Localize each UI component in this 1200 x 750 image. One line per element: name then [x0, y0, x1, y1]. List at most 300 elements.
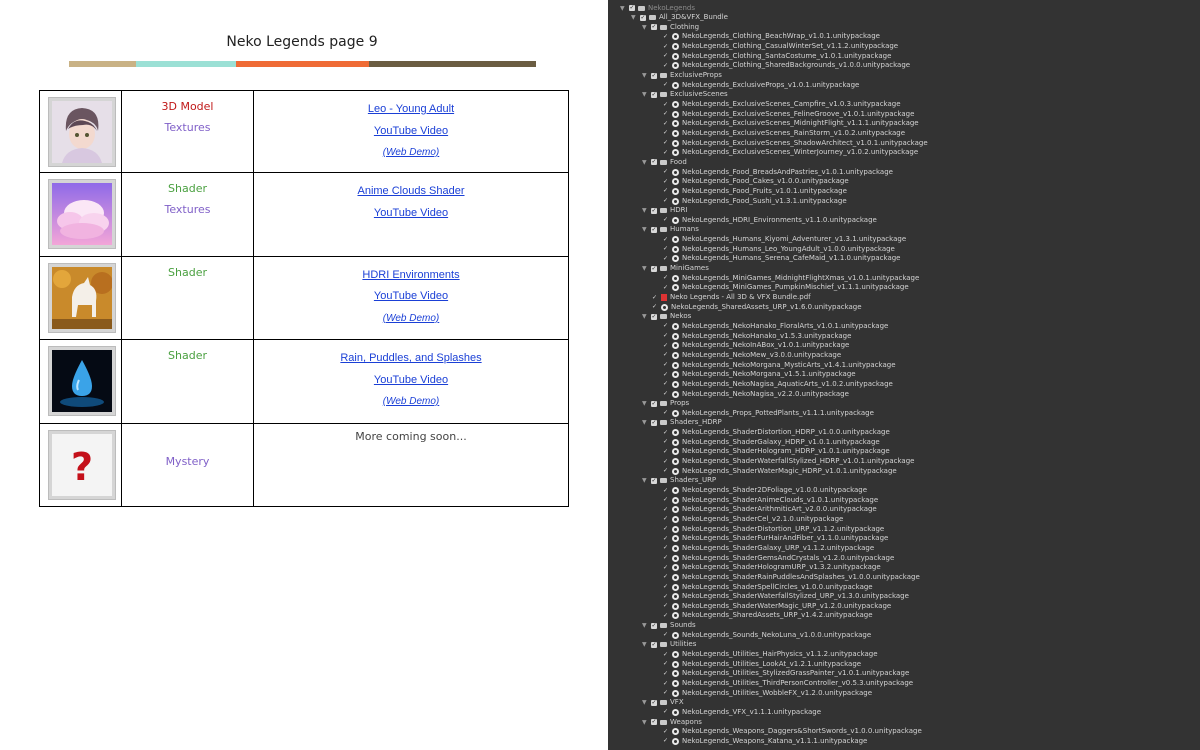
tree-folder-row[interactable] — [642, 225, 699, 234]
tree-file-row[interactable] — [662, 361, 896, 370]
checkbox-icon[interactable]: ✓ — [640, 13, 646, 21]
product-thumbnail[interactable] — [49, 431, 115, 499]
expand-arrow-icon[interactable]: ▼ — [642, 158, 647, 166]
checkbox-icon[interactable]: ✓ — [662, 197, 669, 204]
tree-item-label: NekoLegends_ExclusiveScenes_FelineGroove_v1.0.1.unitypackage — [682, 109, 915, 118]
checkbox-icon[interactable]: ✓ — [662, 650, 669, 658]
tree-item-label: NekoLegends_Utilities_StylizedGrassPainter_v1.0.1.unitypackage — [682, 669, 910, 678]
unity-package-icon — [672, 33, 679, 40]
folder-icon — [660, 25, 667, 30]
checkbox-icon[interactable]: ✓ — [662, 534, 669, 542]
tree-folder-row[interactable] — [642, 23, 699, 32]
checkbox-icon[interactable]: ✓ — [651, 698, 657, 706]
checkbox-icon[interactable]: ✓ — [662, 660, 669, 668]
tree-file-row[interactable] — [662, 216, 877, 225]
category-cell — [122, 91, 254, 173]
tree-folder-row[interactable] — [642, 312, 691, 321]
checkbox-icon[interactable]: ✓ — [651, 418, 657, 426]
package-tree-panel — [608, 0, 1200, 750]
tree-item-label: NekoLegends_MiniGames_MidnightFlightXmas_v1.0.1.unitypackage — [682, 273, 920, 282]
tree-file-row[interactable] — [662, 563, 881, 572]
unity-package-icon — [672, 371, 679, 378]
expand-arrow-icon[interactable]: ▼ — [642, 699, 647, 707]
unity-package-icon — [672, 497, 679, 504]
tree-file-row[interactable] — [662, 254, 901, 263]
tree-file-row[interactable] — [662, 52, 891, 61]
product-thumbnail[interactable] — [49, 98, 115, 166]
tree-file-row[interactable] — [662, 631, 871, 640]
checkbox-icon[interactable]: ✓ — [662, 457, 669, 465]
tree-item-label: NekoLegends_NekoHanako_FloralArts_v1.0.1.unitypackage — [682, 321, 889, 330]
tree-folder-row[interactable] — [642, 206, 688, 215]
checkbox-icon[interactable]: ✓ — [662, 42, 669, 50]
tree-item-label: NekoLegends_ShaderHologram_HDRP_v1.0.1.unitypackage — [682, 447, 890, 456]
unity-package-icon — [672, 632, 679, 639]
expand-arrow-icon[interactable]: ▼ — [642, 23, 647, 31]
checkbox-icon[interactable]: ✓ — [662, 592, 669, 600]
tree-folder-row[interactable] — [642, 158, 687, 167]
web-demo-link[interactable]: (Web Demo) — [382, 396, 440, 408]
tree-file-row[interactable] — [662, 650, 878, 659]
product-thumbnail[interactable] — [49, 264, 115, 332]
checkbox-icon[interactable]: ✓ — [651, 206, 657, 214]
checkbox-icon[interactable]: ✓ — [662, 32, 669, 40]
unity-package-icon — [672, 198, 679, 205]
tree-file-row[interactable] — [662, 669, 909, 678]
checkbox-icon[interactable]: ✓ — [662, 139, 669, 147]
unity-package-icon — [672, 169, 679, 176]
checkbox-icon[interactable]: ✓ — [662, 110, 669, 118]
tree-file-row[interactable] — [662, 573, 920, 582]
checkbox-icon[interactable]: ✓ — [651, 640, 657, 648]
folder-icon — [660, 401, 667, 406]
unity-package-icon — [672, 439, 679, 446]
expand-arrow-icon[interactable]: ▼ — [642, 641, 647, 649]
tree-file-row[interactable] — [662, 438, 880, 447]
checkbox-icon[interactable]: ✓ — [662, 52, 669, 60]
tree-file-row[interactable] — [662, 505, 877, 514]
checkbox-icon[interactable]: ✓ — [662, 447, 669, 455]
checkbox-icon[interactable]: ✓ — [662, 168, 669, 176]
tree-file-row[interactable] — [662, 380, 893, 389]
unity-package-icon — [672, 362, 679, 369]
horse-icon — [52, 267, 112, 329]
tree-folder-row[interactable] — [642, 264, 709, 273]
expand-arrow-icon[interactable]: ▼ — [642, 622, 647, 630]
checkbox-icon[interactable]: ✓ — [662, 428, 669, 436]
tree-file-row[interactable] — [662, 689, 872, 698]
checkbox-icon[interactable]: ✓ — [662, 563, 669, 571]
tree-folder-row[interactable] — [642, 476, 716, 485]
tree-folder-row[interactable] — [620, 4, 695, 13]
thumbnail-cell — [40, 91, 122, 173]
unity-package-icon — [672, 101, 679, 108]
unity-package-icon — [672, 82, 679, 89]
tree-item-label: NekoLegends_Sounds_NekoLuna_v1.0.0.unitypackage — [682, 630, 872, 639]
thumbnail-cell — [40, 423, 122, 506]
checkbox-icon[interactable]: ✓ — [651, 621, 657, 629]
tree-item-label: NekoLegends_ShaderGalaxy_URP_v1.1.2.unitypackage — [682, 543, 875, 552]
tree-file-row[interactable] — [662, 100, 901, 109]
thumbnail-cell — [40, 173, 122, 256]
tree-item-label: NekoLegends_Utilities_WobbleFX_v1.2.0.unitypackage — [682, 688, 873, 697]
unity-package-icon — [672, 410, 679, 417]
tree-item-label: NekoLegends_Clothing_SantaCostume_v1.0.1.unitypackage — [682, 51, 892, 60]
tree-folder-row[interactable] — [642, 718, 702, 727]
checkbox-icon[interactable]: ✓ — [651, 71, 657, 79]
unity-package-icon — [672, 612, 679, 619]
unity-package-icon — [672, 275, 679, 282]
tree-file-row[interactable] — [662, 496, 878, 505]
tree-file-row[interactable] — [662, 737, 867, 746]
checkbox-icon[interactable]: ✓ — [662, 486, 669, 494]
checkbox-icon[interactable]: ✓ — [662, 583, 669, 590]
links-cell — [254, 173, 569, 256]
expand-arrow-icon[interactable]: ▼ — [642, 91, 647, 99]
expand-arrow-icon[interactable]: ▼ — [642, 718, 647, 726]
checkbox-icon[interactable]: ✓ — [662, 254, 669, 262]
checkbox-icon[interactable]: ✓ — [662, 496, 669, 504]
expand-arrow-icon[interactable]: ▼ — [642, 313, 647, 321]
unity-package-icon — [672, 323, 679, 330]
tree-item-label: NekoLegends_ShaderRainPuddlesAndSplashes_v1.0.0.unitypackage — [682, 572, 920, 581]
tree-file-row[interactable] — [662, 515, 843, 524]
unity-package-icon — [672, 728, 679, 735]
checkbox-icon[interactable]: ✓ — [662, 148, 669, 156]
tree-file-row[interactable] — [662, 390, 849, 399]
checkbox-icon[interactable]: ✓ — [662, 544, 669, 552]
tree-file-row[interactable] — [662, 525, 884, 534]
tree-item-label: NekoLegends_NekoNagisa_AquaticArts_v1.0.2.unitypackage — [682, 379, 893, 388]
unity-package-icon — [672, 670, 679, 677]
tree-file-row[interactable] — [662, 370, 856, 379]
tree-folder-row[interactable] — [642, 621, 696, 630]
tree-file-row[interactable] — [662, 61, 910, 70]
expand-arrow-icon[interactable]: ▼ — [620, 4, 625, 12]
checkbox-icon[interactable]: ✓ — [662, 274, 669, 282]
unity-package-icon — [672, 448, 679, 455]
tree-item-label: ExclusiveScenes — [670, 90, 728, 99]
checkbox-icon[interactable]: ✓ — [651, 718, 657, 726]
checkbox-icon[interactable]: ✓ — [662, 390, 669, 397]
unity-package-icon — [661, 304, 668, 311]
expand-arrow-icon[interactable]: ▼ — [642, 72, 647, 80]
expand-arrow-icon[interactable]: ▼ — [642, 400, 647, 408]
tree-folder-row[interactable] — [642, 90, 728, 99]
tree-item-label: Nekos — [670, 312, 692, 321]
tree-file-row[interactable] — [662, 679, 913, 688]
checkbox-icon[interactable]: ✓ — [662, 573, 669, 581]
web-demo-link[interactable]: (Web Demo) — [382, 147, 440, 158]
checkbox-icon[interactable]: ✓ — [662, 119, 669, 127]
unity-package-icon — [672, 506, 679, 513]
tree-file-row[interactable] — [662, 81, 859, 90]
unity-package-icon — [672, 555, 679, 562]
unity-package-icon — [672, 391, 679, 398]
tree-file-row[interactable] — [662, 341, 849, 350]
checkbox-icon[interactable]: ✓ — [662, 689, 669, 697]
tree-file-row[interactable] — [662, 322, 888, 331]
svg-text:?: ? — [70, 444, 94, 489]
checkbox-icon[interactable]: ✓ — [662, 611, 669, 619]
tree-item-label: NekoLegends_ShaderArithmiticArt_v2.0.0.unitypackage — [682, 505, 877, 514]
tree-item-label: NekoLegends_Props_PottedPlants_v1.1.1.unitypackage — [682, 408, 874, 417]
unity-package-icon — [672, 593, 679, 600]
checkbox-icon[interactable]: ✓ — [662, 679, 669, 687]
tree-folder-row[interactable] — [642, 698, 684, 707]
tree-item-label: NekoLegends_Food_BreadsAndPastries_v1.0.1.unitypackage — [682, 167, 893, 176]
tree-file-row[interactable] — [662, 611, 873, 620]
checkbox-icon[interactable]: ✓ — [662, 737, 669, 745]
product-thumbnail[interactable] — [49, 347, 115, 415]
tree-file-row[interactable] — [662, 129, 905, 138]
water-drop-icon — [52, 350, 112, 412]
checkbox-icon[interactable]: ✓ — [651, 23, 657, 31]
unity-package-icon — [672, 149, 679, 156]
checkbox-icon[interactable]: ✓ — [662, 669, 669, 677]
category-cell — [122, 173, 254, 256]
expand-arrow-icon[interactable]: ▼ — [642, 207, 647, 215]
expand-arrow-icon[interactable]: ▼ — [642, 265, 647, 273]
tree-file-row[interactable] — [662, 486, 867, 495]
checkbox-icon[interactable]: ✓ — [629, 4, 635, 11]
checkbox-icon[interactable]: ✓ — [662, 631, 669, 639]
checkbox-icon[interactable]: ✓ — [662, 370, 669, 378]
checkbox-icon[interactable]: ✓ — [651, 264, 657, 272]
tree-file-row[interactable] — [662, 534, 888, 543]
tree-file-row[interactable] — [651, 303, 862, 312]
unity-package-icon — [672, 564, 679, 571]
tree-item-label: NekoLegends_NekoMorgana_MysticArts_v1.4.1.unitypackage — [682, 360, 896, 369]
checkbox-icon[interactable]: ✓ — [662, 341, 669, 349]
checkbox-icon[interactable]: ✓ — [662, 409, 669, 417]
tree-file-row[interactable] — [662, 592, 909, 601]
tree-item-label: NekoLegends_NekoHanako_v1.5.3.unitypackage — [682, 331, 852, 340]
color-bar-segment — [69, 61, 136, 67]
product-link[interactable]: HDRI Environments — [362, 268, 460, 281]
tree-item-label: Clothing — [670, 22, 700, 31]
tree-item-label: Props — [670, 399, 690, 408]
youtube-video-link[interactable]: YouTube Video — [373, 206, 449, 219]
folder-icon — [660, 478, 667, 483]
expand-arrow-icon[interactable]: ▼ — [642, 477, 647, 485]
product-link[interactable]: Anime Clouds Shader — [357, 185, 465, 198]
tree-item-label: NekoLegends_Weapons_Katana_v1.1.1.unitypackage — [682, 736, 868, 745]
tree-item-label: NekoLegends_ShaderWaterMagic_HDRP_v1.0.1.unitypackage — [682, 466, 897, 475]
links-cell — [254, 423, 569, 506]
category-label: Shader — [168, 182, 207, 196]
tree-file-row[interactable] — [662, 467, 897, 476]
checkbox-icon[interactable]: ✓ — [662, 525, 669, 533]
unity-package-icon — [672, 284, 679, 291]
checkbox-icon[interactable]: ✓ — [662, 100, 669, 108]
unity-package-icon — [672, 188, 679, 195]
tree-item-label: NekoLegends_Food_Cakes_v1.0.0.unitypackage — [682, 177, 849, 186]
tree-item-label: MiniGames — [670, 264, 709, 273]
character-portrait-icon — [52, 101, 112, 163]
tree-item-label: Shaders_URP — [670, 476, 717, 485]
tree-folder-row[interactable] — [642, 418, 722, 427]
unity-package-icon — [672, 738, 679, 745]
unity-package-icon — [672, 140, 679, 147]
tree-file-row[interactable] — [662, 409, 874, 418]
checkbox-icon[interactable]: ✓ — [662, 129, 669, 137]
unity-package-icon — [672, 526, 679, 533]
checkbox-icon[interactable]: ✓ — [662, 245, 669, 253]
product-link[interactable]: Leo - Young Adult — [367, 103, 455, 115]
tree-folder-row[interactable] — [642, 640, 696, 649]
tree-item-label: NekoLegends_ShaderGalaxy_HDRP_v1.0.1.unitypackage — [682, 437, 880, 446]
folder-icon — [660, 623, 667, 628]
checkbox-icon[interactable]: ✓ — [662, 216, 669, 224]
tree-file-row[interactable] — [662, 187, 847, 196]
checkbox-icon[interactable]: ✓ — [651, 303, 658, 311]
unity-package-icon — [672, 246, 679, 253]
youtube-video-link[interactable]: YouTube Video — [373, 290, 449, 303]
expand-arrow-icon[interactable]: ▼ — [642, 226, 647, 234]
tree-file-row[interactable] — [662, 274, 919, 283]
unity-package-icon — [672, 690, 679, 697]
checkbox-icon[interactable]: ✓ — [662, 351, 669, 359]
tree-file-row[interactable] — [662, 727, 922, 736]
checkbox-icon[interactable]: ✓ — [651, 158, 657, 166]
unity-package-icon — [672, 651, 679, 658]
checkbox-icon[interactable]: ✓ — [662, 380, 669, 388]
tree-file-row[interactable] — [662, 660, 861, 669]
checkbox-icon[interactable]: ✓ — [651, 293, 658, 301]
tree-item-label: ExclusiveProps — [670, 71, 722, 80]
checkbox-icon[interactable]: ✓ — [662, 361, 669, 369]
tree-item-label: VFX — [670, 698, 684, 707]
unity-package-icon — [672, 236, 679, 243]
unity-package-icon — [672, 352, 679, 359]
category-cell — [122, 256, 254, 339]
checkbox-icon[interactable]: ✓ — [651, 476, 657, 484]
checkbox-icon[interactable]: ✓ — [662, 332, 669, 340]
tree-file-row[interactable] — [662, 332, 851, 341]
unity-package-icon — [672, 178, 679, 185]
unity-package-icon — [672, 333, 679, 340]
tree-file-row[interactable] — [662, 457, 914, 466]
tree-item-label: Utilities — [670, 640, 697, 649]
checkbox-icon[interactable]: ✓ — [662, 81, 669, 89]
tree-file-row[interactable] — [662, 148, 918, 157]
tree-file-row[interactable] — [651, 293, 811, 302]
youtube-video-link[interactable]: YouTube Video — [373, 373, 449, 386]
checkbox-icon[interactable]: ✓ — [662, 61, 669, 69]
tree-file-row[interactable] — [662, 428, 890, 437]
tree-item-label: NekoLegends_Utilities_LookAt_v1.2.1.unitypackage — [682, 659, 862, 668]
tree-folder-row[interactable] — [642, 399, 689, 408]
tree-item-label: NekoLegends_ShaderHologramURP_v1.3.2.unitypackage — [682, 563, 881, 572]
web-demo-link[interactable]: (Web Demo) — [382, 312, 440, 324]
unity-package-icon — [672, 130, 679, 137]
tree-file-row[interactable] — [662, 602, 891, 611]
tree-file-row[interactable] — [662, 32, 880, 41]
tree-file-row[interactable] — [662, 351, 841, 360]
checkbox-icon[interactable]: ✓ — [651, 399, 657, 407]
tree-folder-row[interactable] — [642, 71, 722, 80]
expand-arrow-icon[interactable]: ▼ — [642, 419, 647, 427]
youtube-video-link[interactable]: YouTube Video — [373, 124, 449, 137]
tree-file-row[interactable] — [662, 177, 849, 186]
folder-icon — [660, 266, 667, 271]
category-label: Shader — [168, 349, 207, 363]
expand-arrow-icon[interactable]: ▼ — [631, 14, 636, 22]
color-bar-segment — [136, 61, 236, 67]
product-row — [40, 340, 569, 423]
tree-item-label: NekoLegends_ShaderFurHairAndFiber_v1.1.0.unitypackage — [682, 534, 889, 543]
tree-file-row[interactable] — [662, 708, 821, 717]
checkbox-icon[interactable]: ✓ — [662, 235, 669, 243]
tree-file-row[interactable] — [662, 283, 909, 292]
unity-package-icon — [672, 535, 679, 542]
checkbox-icon[interactable]: ✓ — [662, 505, 669, 513]
checkbox-icon[interactable]: ✓ — [662, 467, 669, 475]
checkbox-icon[interactable]: ✓ — [662, 283, 669, 291]
thumbnail-cell — [40, 256, 122, 339]
tree-file-row[interactable] — [662, 447, 890, 456]
checkbox-icon[interactable]: ✓ — [662, 515, 669, 523]
tree-item-label: NekoLegends_ShaderAnimeClouds_v1.0.1.unitypackage — [682, 495, 879, 504]
tree-file-row[interactable] — [662, 583, 873, 592]
unity-package-icon — [672, 53, 679, 60]
checkbox-icon[interactable]: ✓ — [662, 554, 669, 562]
product-row — [40, 423, 569, 506]
checkbox-icon[interactable]: ✓ — [662, 322, 669, 330]
folder-icon — [660, 700, 667, 705]
color-bar-segment — [369, 61, 536, 67]
tree-file-row[interactable] — [662, 544, 874, 553]
tree-file-row[interactable] — [662, 554, 894, 563]
tree-file-row[interactable] — [662, 168, 893, 177]
checkbox-icon[interactable]: ✓ — [662, 708, 669, 716]
tree-item-label: Weapons — [670, 717, 702, 726]
tree-item-label: NekoLegends_SharedAssets_URP_v1.6.0.unitypackage — [671, 302, 862, 311]
checkbox-icon[interactable]: ✓ — [662, 187, 669, 195]
checkbox-icon[interactable]: ✓ — [651, 312, 657, 320]
tree-item-label: NekoLegends_NekoInABox_v1.0.1.unitypackage — [682, 341, 850, 350]
tree-file-row[interactable] — [662, 42, 898, 51]
tree-file-row[interactable] — [662, 110, 914, 119]
checkbox-icon[interactable]: ✓ — [662, 602, 669, 610]
tree-item-label: NekoLegends_ShaderDistortion_URP_v1.1.2.unitypackage — [682, 524, 885, 533]
folder-icon — [638, 6, 645, 11]
tree-item-label: Food — [670, 157, 687, 166]
tree-folder-row[interactable] — [631, 13, 728, 22]
tree-file-row[interactable] — [662, 139, 928, 148]
checkbox-icon[interactable]: ✓ — [651, 90, 657, 98]
checkbox-icon[interactable]: ✓ — [662, 177, 669, 185]
tree-file-row[interactable] — [662, 119, 919, 128]
tree-file-row[interactable] — [662, 245, 895, 254]
tree-item-label: NekoLegends_ShaderWaterfallStylized_HDRP_v1.0.1.unitypackage — [682, 457, 915, 466]
tree-item-label: NekoLegends — [648, 3, 695, 12]
tree-item-label: Shaders_HDRP — [670, 418, 722, 427]
checkbox-icon[interactable]: ✓ — [662, 438, 669, 446]
tree-file-row[interactable] — [662, 235, 906, 244]
tree-item-label: NekoLegends_HDRI_Environments_v1.1.0.unitypackage — [682, 215, 877, 224]
tree-file-row[interactable] — [662, 197, 847, 206]
checkbox-icon[interactable]: ✓ — [662, 727, 669, 735]
product-thumbnail[interactable] — [49, 180, 115, 248]
checkbox-icon[interactable]: ✓ — [651, 225, 657, 233]
tree-item-label: NekoLegends_VFX_v1.1.1.unitypackage — [682, 707, 822, 716]
unity-package-icon — [672, 680, 679, 687]
tree-item-label: NekoLegends_ShaderGemsAndCrystals_v1.2.0.unitypackage — [682, 553, 895, 562]
tree-item-label: All_3D&VFX_Bundle — [659, 13, 728, 22]
product-link[interactable]: Rain, Puddles, and Splashes — [340, 352, 482, 365]
